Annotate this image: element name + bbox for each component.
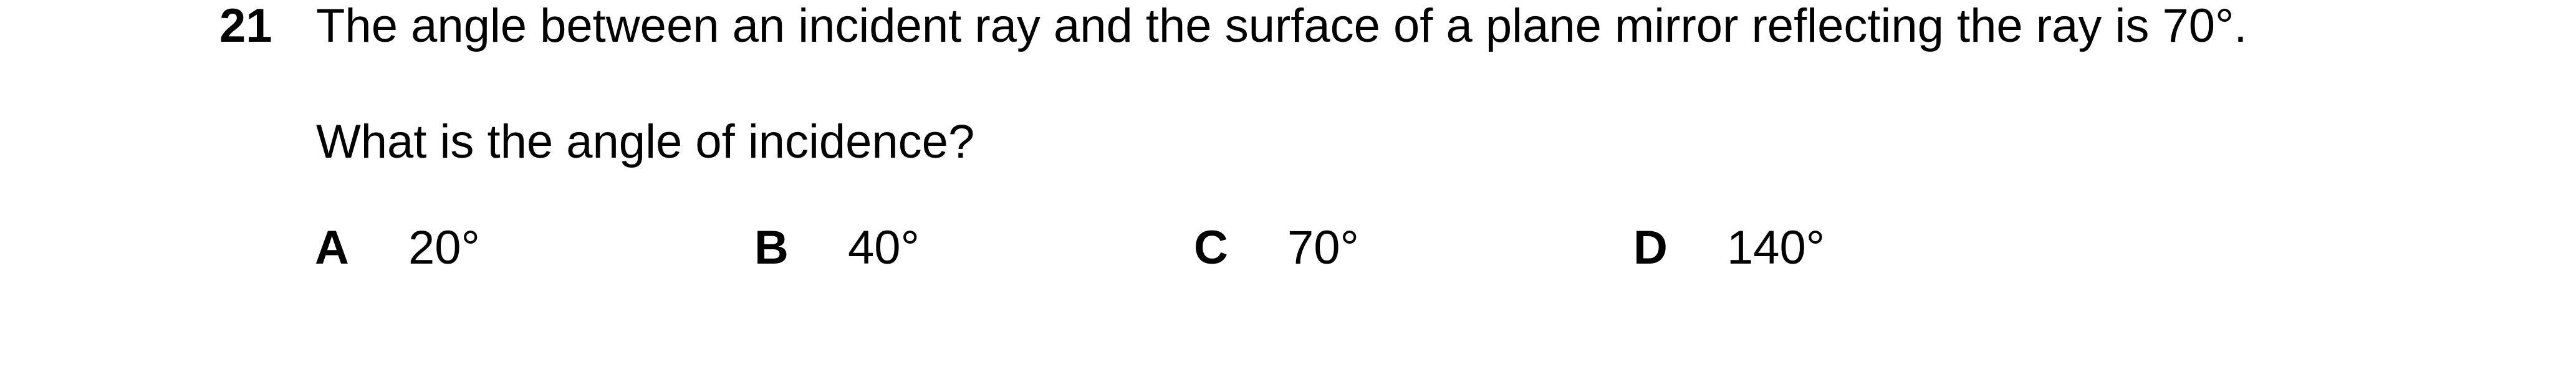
option-value: 40°	[848, 221, 920, 274]
option-letter: D	[1633, 221, 1668, 274]
option-value: 20°	[408, 221, 480, 274]
option-letter: C	[1194, 221, 1228, 274]
option-value: 70°	[1287, 221, 1359, 274]
option-b[interactable]	[754, 221, 1004, 280]
question-prompt: What is the angle of incidence?	[316, 115, 975, 168]
option-value: 140°	[1727, 221, 1825, 274]
option-d[interactable]	[1633, 221, 1883, 280]
question-stem: The angle between an incident ray and the surface of a plane mirror reflecting the ray is 70°.	[316, 0, 2247, 52]
option-c[interactable]	[1194, 221, 1443, 280]
option-a[interactable]	[315, 221, 564, 280]
question-number: 21	[219, 0, 272, 52]
option-letter: A	[315, 221, 349, 274]
option-letter: B	[754, 221, 789, 274]
